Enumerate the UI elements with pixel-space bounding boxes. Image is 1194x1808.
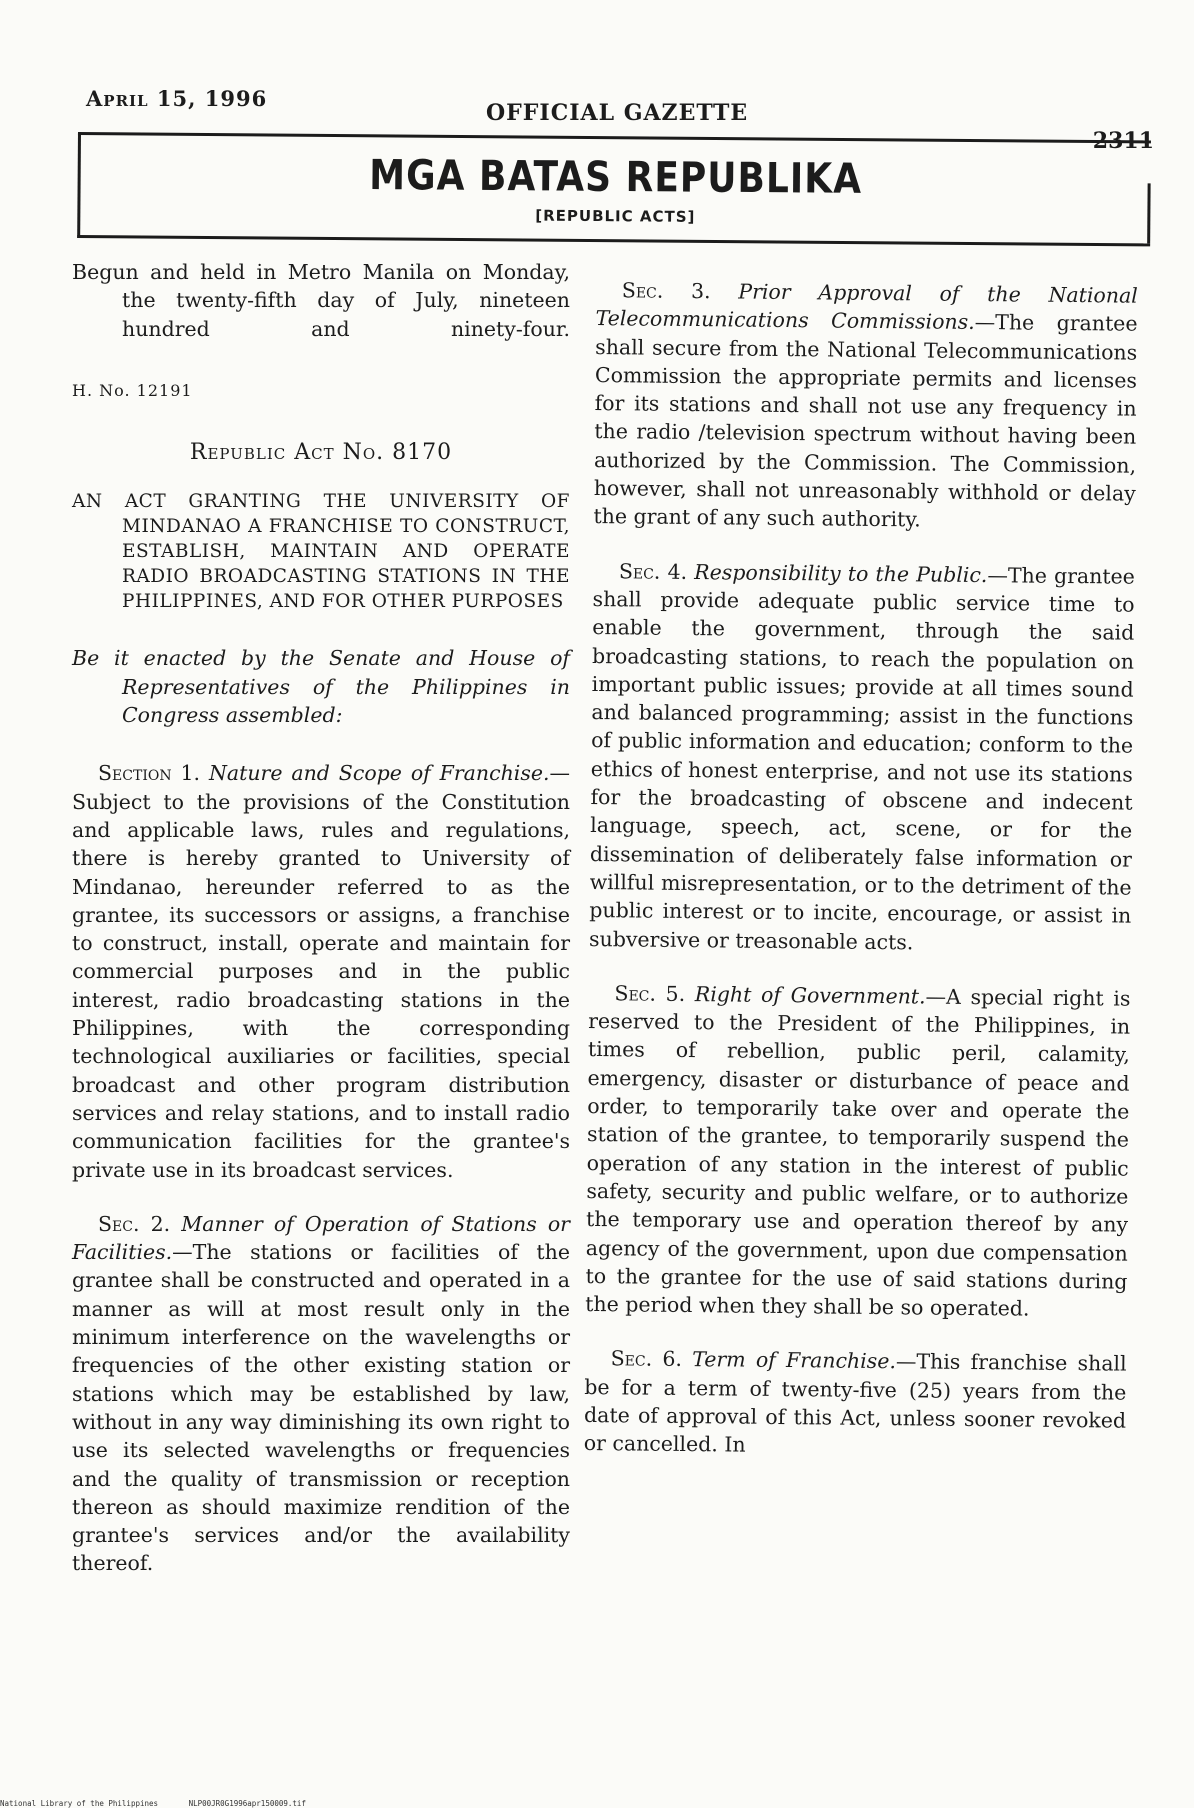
section-6-heading: Term of Franchise. [692,1347,897,1374]
section-6-label: Sec. 6. [610,1346,683,1372]
section-4 [589,557,1135,959]
section-4-body: —The grantee shall provide adequate public service time to enable the government, through the said broadcasting stations, to reach the population on important public issues; provide at all times sound and balanced programming; assist in the functions of public information and education; conform to the ethics of honest enterprise, and not use its stations for the broadcasting of obscene and indecent language, speech, act, scene, or for the dissemination of deliberately false information or willful misrepresentation, or to the detriment of the public interest or to incite, encourage, or assist in subversive or treasonable acts. [588,562,1136,954]
scan-footer [0,1799,332,1808]
banner-subtitle: [REPUBLIC ACTS] [535,206,696,226]
section-1 [72,759,570,1183]
section-5-heading: Right of Government. [694,981,926,1009]
footer-library: National Library of the Philippines [0,1799,159,1808]
session-statement: Begun and held in Metro Manila on Monday, the twenty-fifth day of July, nineteen hundred and ninety-four. [72,260,570,341]
left-column [72,258,570,1578]
section-3-label: Sec. 3. [621,278,711,304]
section-2-label: Sec. 2. [98,1211,171,1236]
house-bill-number: H. No. 12191 [72,380,193,400]
section-5-body: —A special right is reserved to the President of the Philippines, in times of rebellion, public peril, calamity, emergency, disaster or disturbance of peace and order, to temporarily take over and operate the station of the grantee, to temporarily suspend the operation of any station in the interest of public safety, security and public welfare, or to authorize the temporary use and operation thereof by any agency of the government, upon due compensation to the grantee for the use of said stations during the period when they shall be so operated. [585,984,1131,1321]
section-3 [593,276,1138,536]
right-column [584,276,1138,1463]
section-1-label: Section 1. [98,761,201,786]
section-6 [584,1344,1127,1463]
enacting-clause: Be it enacted by the Senate and House of Representatives of the Philippines in Congress assembled: [72,646,570,728]
section-2 [72,1210,570,1578]
section-3-body: —The grantee shall secure from the National Telecommunications Commission the appropriate permits and licenses for its stations and shall not use any frequency in the radio /television spectrum without having been authorized by the Commission. The Commission, however, shall not unreasonably withhold or delay the grant of any such authority. [593,310,1138,532]
section-5-label: Sec. 5. [614,981,686,1006]
act-title: AN ACT GRANTING THE UNIVERSITY OF MINDANAO A FRANCHISE TO CONSTRUCT, ESTABLISH, MAINTAIN AND OPERATE RADIO BROADCASTING STATIONS IN THE PHILIPPINES, AND FOR OTHER PURPOSES [72,491,570,613]
section-2-body: —The stations or facilities of the grantee shall be constructed and operated in a manner as will at most result only in the minimum interference on the wavelengths or frequencies of the other existing station or stations which may be established by law, without in any way diminishing its own right to use its selected wavelengths or frequencies and the quality of transmission or reception thereon as should maximize rendition of the grantee's services and/or the availability thereof. [72,1240,570,1576]
section-1-body: —Subject to the provisions of the Constitution and applicable laws, rules and regulations, there is hereby granted to University of Mindanao, hereunder referred to as the grantee, its successors or assigns, a franchise to construct, install, operate and maintain for commercial purposes and in the public interest, radio broadcasting stations in the Philippines, with the corresponding technological auxiliaries or facilities, special broadcast and other program distribution services and relay stations, and to install radio communication facilities for the grantee's private use in its broadcast services. [72,761,570,1182]
issue-date: April 15, 1996 [86,86,268,111]
section-4-label: Sec. 4. [618,558,688,584]
act-number: Republic Act No. 8170 [189,440,453,466]
section-2-heading: Manner of Operation of Stations or Facilities. [72,1211,570,1265]
publication-title: OFFICIAL GAZETTE [486,100,749,126]
section-1-heading: Nature and Scope of Franchise. [208,761,550,786]
banner-title: MGA BATAS REPUBLIKA [369,152,863,204]
section-6-body: —This franchise shall be for a term of twenty-five (25) years from the date of approval of this Act, unless sooner revoked or cancelled. In [583,1349,1127,1457]
section-3-heading: Prior Approval of the National Telecommunications Commissions. [595,279,1138,335]
page-number: 2311 [1092,128,1154,154]
section-banner [77,132,1151,246]
section-4-heading: Responsibility to the Public. [694,559,988,587]
footer-file: NLP00JR0G1996apr150009.tif [188,1799,306,1808]
section-5 [585,979,1131,1324]
